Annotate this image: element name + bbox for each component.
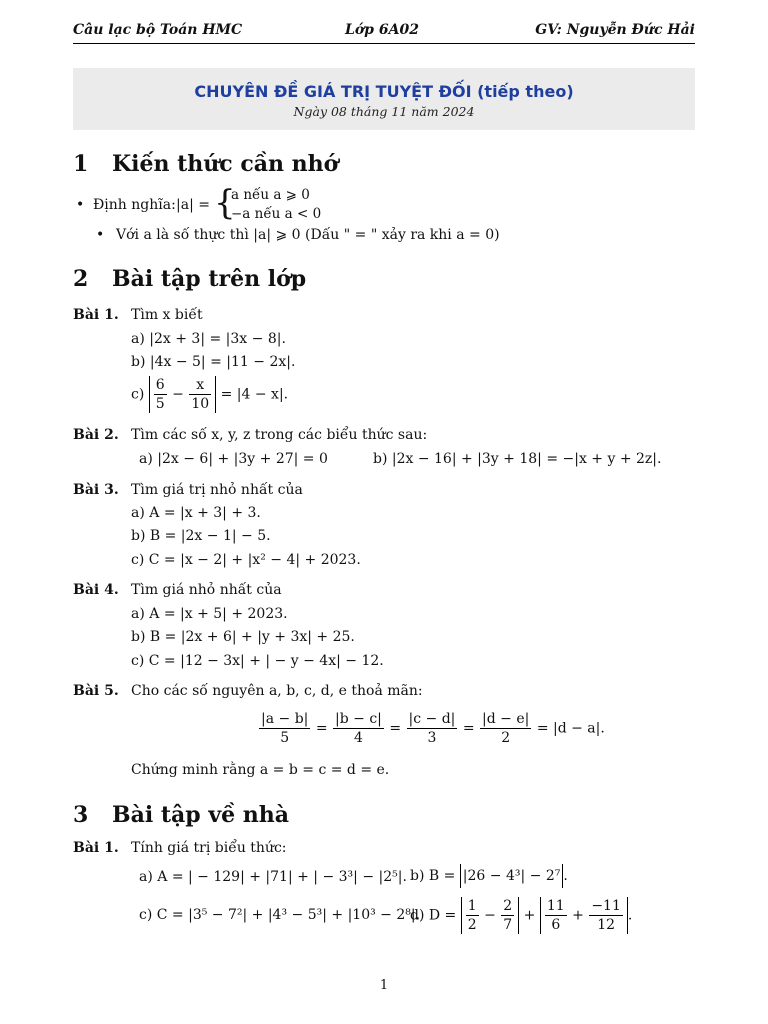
definition-lhs: |a| =	[176, 197, 210, 213]
exercise-item-b: b) B = |26 − 4³| − 2⁷ .	[410, 864, 568, 888]
document-date: Ngày 08 tháng 11 năm 2024	[293, 104, 475, 119]
exercise-item: b) |4x − 5| = |11 − 2x|.	[131, 354, 296, 370]
exercise-item: a) A = | − 129| + |71| + | − 3³| − |2⁵|.	[139, 869, 407, 885]
fraction: $\frac{-11}{12}$	[591, 898, 621, 933]
document-title	[73, 82, 695, 101]
section-title: Bài tập về nhà	[112, 802, 290, 828]
fraction: $\frac{6}{5}$	[155, 377, 165, 412]
title-main: CHUYÊN ĐỀ GIÁ TRỊ TUYỆT ĐỐI	[194, 82, 472, 101]
exercise-item: c) C = |x − 2| + |x² − 4| + 2023.	[131, 552, 361, 568]
page-header	[73, 20, 695, 40]
bullet-icon: •	[96, 227, 105, 243]
exercise-prompt: Tìm các số x, y, z trong các biểu thức sau:	[131, 427, 428, 443]
fraction: $\frac{|a - b|}{5}$	[261, 711, 309, 746]
exercise-label: Bài 3.	[73, 482, 119, 498]
brace-icon: {	[214, 183, 236, 223]
item-label: c)	[131, 386, 145, 403]
definition-case-2: −a nếu a < 0	[231, 206, 322, 222]
exercise-item: c) C = |3⁵ − 7²| + |4³ − 5³| + |10³ − 2⁸|.	[139, 907, 421, 923]
fraction: $\frac{x}{10}$	[191, 377, 210, 412]
header-rule	[73, 43, 695, 44]
header-class: Lớp 6A02	[345, 22, 419, 38]
fraction: $\frac{|c - d|}{3}$	[408, 711, 456, 746]
fraction: $\frac{1}{2}$	[467, 898, 477, 933]
fraction: $\frac{|b - c|}{4}$	[335, 711, 382, 746]
absolute-value-expression: $\frac{11}{6}$ + $\frac{-11}{12}$	[540, 897, 628, 934]
exercise-label: Bài 1.	[73, 840, 119, 856]
fraction: $\frac{|d - e|}{2}$	[482, 711, 530, 746]
exercise-item: a) A = |x + 5| + 2023.	[131, 606, 288, 622]
section-2-heading	[73, 266, 306, 292]
property-text: Với a là số thực thì |a| ⩾ 0 (Dấu " = " xảy ra khi a = 0)	[116, 227, 500, 243]
exercise-label: Bài 2.	[73, 427, 119, 443]
exercise-item-d: d) D = $\frac{1}{2}$ − $\frac{2}{7}$ + $\frac{11}{6}$ + $\frac{-11}{12}$ .	[410, 898, 633, 933]
equation-tail: = |d − a|.	[536, 720, 605, 737]
exercise-prompt: Tìm x biết	[131, 307, 203, 323]
exercise-item: b) B = |2x − 1| − 5.	[131, 528, 271, 544]
definition-case-1: a nếu a ⩾ 0	[231, 187, 310, 203]
exercise-item: b) B = |2x + 6| + |y + 3x| + 25.	[131, 629, 355, 645]
exercise-item: b) |2x − 16| + |3y + 18| = −|x + y + 2z|.	[373, 451, 662, 467]
absolute-value-expression: $\frac{6}{5}$ − $\frac{x}{10}$	[149, 376, 216, 413]
section-number: 2	[73, 266, 89, 292]
section-number: 3	[73, 802, 89, 828]
absolute-value-expression: $\frac{1}{2}$ − $\frac{2}{7}$	[461, 897, 519, 934]
page-number: 1	[379, 978, 389, 993]
section-title: Bài tập trên lớp	[112, 266, 307, 292]
title-box	[73, 68, 695, 130]
exercise-item: a) |2x − 6| + |3y + 27| = 0	[139, 451, 328, 467]
fraction: $\frac{2}{7}$	[503, 898, 513, 933]
exercise-label: Bài 5.	[73, 683, 119, 699]
section-title: Kiến thức cần nhớ	[112, 151, 339, 177]
exercise-prompt: Tìm giá nhỏ nhất của	[131, 582, 282, 598]
exercise-label: Bài 4.	[73, 582, 119, 598]
exercise-prompt: Tính giá trị biểu thức:	[131, 840, 287, 856]
absolute-value-expression: |26 − 4³| − 2⁷	[460, 864, 564, 888]
equal-ratios-equation: $\frac{|a - b|}{5}$ = $\frac{|b - c|}{4}$ = $\frac{|c - d|}{3}$ = $\frac{|d - e|}{2}$ = |d − a|.	[261, 711, 605, 746]
exercise-prompt: Tìm giá trị nhỏ nhất của	[131, 482, 303, 498]
bullet-icon: •	[76, 197, 85, 213]
exercise-item: a) |2x + 3| = |3x − 8|.	[131, 331, 286, 347]
title-suffix: (tiếp theo)	[477, 82, 574, 101]
exercise-item: c) C = |12 − 3x| + | − y − 4x| − 12.	[131, 653, 384, 669]
section-1-heading	[73, 151, 338, 177]
exercise-conclusion: Chứng minh rằng a = b = c = d = e.	[131, 762, 390, 778]
exercise-prompt: Cho các số nguyên a, b, c, d, e thoả mãn:	[131, 683, 423, 699]
exercise-item-c	[131, 376, 288, 413]
header-teacher: GV: Nguyễn Đức Hải	[535, 22, 695, 38]
section-number: 1	[73, 151, 89, 177]
exercise-label: Bài 1.	[73, 307, 119, 323]
equation-rhs: = |4 − x|.	[220, 386, 289, 403]
section-3-heading	[73, 802, 289, 828]
exercise-item: a) A = |x + 3| + 3.	[131, 505, 261, 521]
fraction: $\frac{11}{6}$	[546, 898, 565, 933]
definition-label: Định nghĩa:	[93, 197, 176, 213]
header-club: Câu lạc bộ Toán HMC	[73, 22, 243, 38]
